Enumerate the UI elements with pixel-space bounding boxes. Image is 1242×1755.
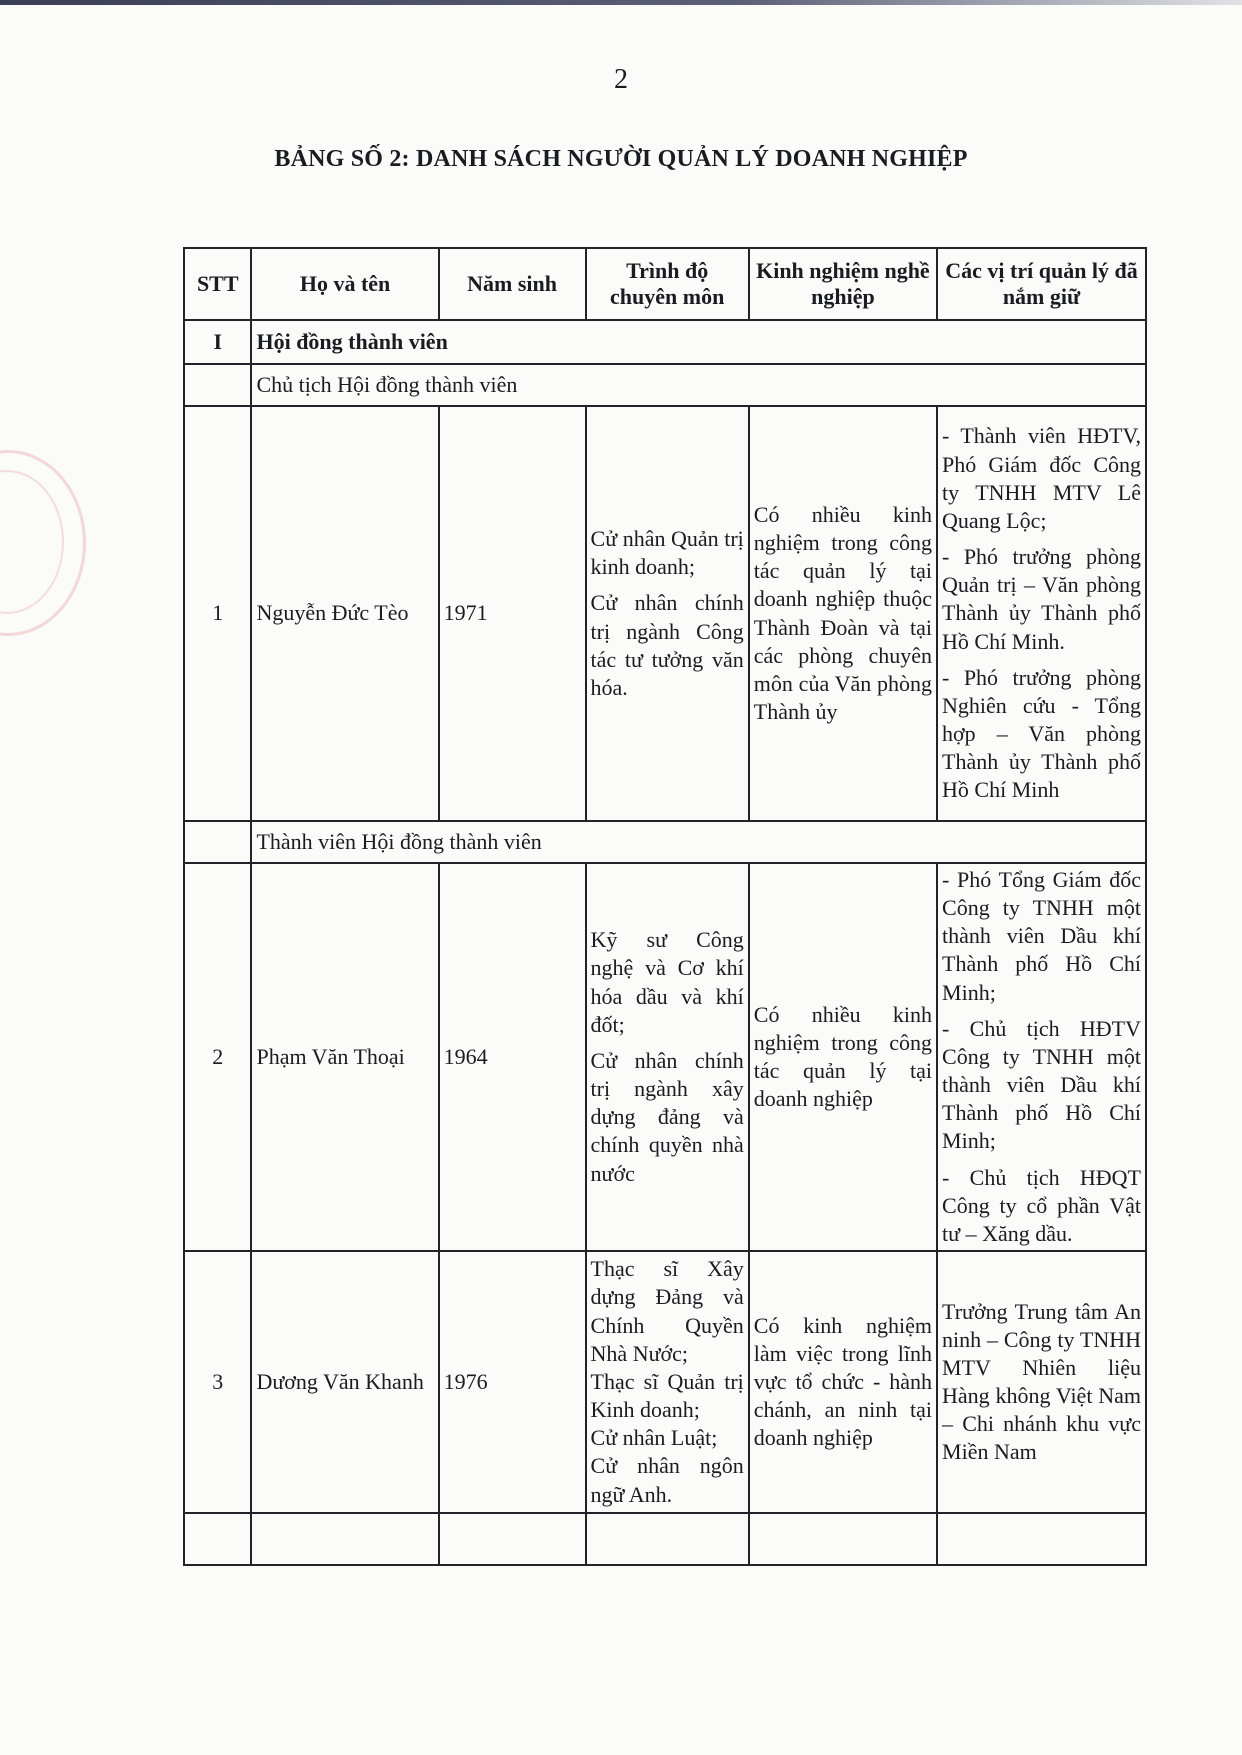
row-positions — [937, 406, 1146, 821]
row-year: 1971 — [439, 406, 586, 821]
row-positions: Trưởng Trung tâm An ninh – Công ty TNHH MTV Nhiên liệu Hàng không Việt Nam – Chi nhánh khu vực Miền Nam — [937, 1251, 1146, 1513]
section-title: Hội đồng thành viên — [251, 320, 1146, 364]
row-year: 1976 — [439, 1251, 586, 1513]
row-stt: 1 — [184, 406, 251, 821]
position-line: - Thành viên HĐTV, Phó Giám đốc Công ty TNHH MTV Lê Quang Lộc; — [942, 423, 1141, 533]
header-qualification: Trình độ chuyên môn — [586, 248, 749, 320]
row-name: Nguyễn Đức Tèo — [251, 406, 438, 821]
position-line: - Phó Tổng Giám đốc Công ty TNHH một thành viên Dầu khí Thành phố Hồ Chí Minh; — [942, 867, 1141, 1005]
header-positions: Các vị trí quản lý đã nắm giữ — [937, 248, 1146, 320]
header-year: Năm sinh — [439, 248, 586, 320]
qualification-line: Cử nhân Quản trị kinh doanh; — [590, 526, 744, 580]
header-experience: Kinh nghiệm nghề nghiệp — [749, 248, 937, 320]
managers-table — [183, 247, 1147, 1566]
row-name: Phạm Văn Thoại — [251, 863, 438, 1251]
section-index: I — [184, 320, 251, 364]
page-number: 2 — [614, 64, 628, 95]
row-experience: Có nhiều kinh nghiệm trong công tác quản lý tại doanh nghiệp — [749, 863, 937, 1251]
position-line: - Chủ tịch HĐTV Công ty TNHH một thành viên Dầu khí Thành phố Hồ Chí Minh; — [942, 1015, 1141, 1154]
group-title-members: Thành viên Hội đồng thành viên — [251, 821, 1146, 863]
qualification-line: Cử nhân chính trị ngành xây dựng đảng và chính quyền nhà nước — [590, 1047, 744, 1186]
row-experience: Có nhiều kinh nghiệm trong công tác quản lý tại doanh nghiệp thuộc Thành Đoàn và tại các phòng chuyên môn của Văn phòng Thành ủy — [749, 406, 937, 821]
table-row — [184, 406, 1146, 821]
header-stt: STT — [184, 248, 251, 320]
qualification-line: Cử nhân Luật; — [590, 1425, 718, 1451]
position-line: - Phó trưởng phòng Quản trị – Văn phòng Thành ủy Thành phố Hồ Chí Minh. — [942, 544, 1141, 654]
row-qualification — [586, 863, 749, 1251]
row-positions — [937, 863, 1146, 1251]
table-row — [184, 1251, 1146, 1513]
group-row-members — [184, 821, 1146, 863]
row-year: 1964 — [439, 863, 586, 1251]
group-title-chairman: Chủ tịch Hội đồng thành viên — [251, 364, 1146, 406]
group-row-chairman — [184, 364, 1146, 406]
table-header-row — [184, 248, 1146, 320]
header-name: Họ và tên — [251, 248, 438, 320]
qualification-line: Thạc sĩ Xây dựng Đảng và Chính Quyền Nhà Nước; — [590, 1256, 744, 1366]
scan-top-edge — [0, 0, 1242, 5]
row-experience: Có kinh nghiệm làm việc trong lĩnh vực tổ chức - hành chánh, an ninh tại doanh nghiệp — [749, 1251, 937, 1513]
table-row — [184, 863, 1146, 1251]
qualification-line: Kỹ sư Công nghệ và Cơ khí hóa dầu và khí đốt; — [590, 927, 744, 1037]
section-row — [184, 320, 1146, 364]
qualification-line: Cử nhân ngôn ngữ Anh. — [590, 1453, 744, 1507]
page-title: BẢNG SỐ 2: DANH SÁCH NGƯỜI QUẢN LÝ DOANH NGHIỆP — [274, 146, 968, 172]
row-name: Dương Văn Khanh — [251, 1251, 438, 1513]
qualification-line: Thạc sĩ Quản trị Kinh doanh; — [590, 1368, 744, 1423]
row-qualification — [586, 406, 749, 821]
qualification-line: Cử nhân chính trị ngành Công tác tư tưởng văn hóa. — [590, 590, 744, 700]
row-stt: 2 — [184, 863, 251, 1251]
position-line: - Chủ tịch HĐQT Công ty cổ phần Vật tư – Xăng dầu. — [942, 1164, 1141, 1246]
row-stt: 3 — [184, 1251, 251, 1513]
position-line: - Phó trưởng phòng Nghiên cứu - Tổng hợp – Văn phòng Thành ủy Thành phố Hồ Chí Minh — [942, 664, 1141, 803]
table-trailing-row — [184, 1513, 1146, 1565]
row-qualification — [586, 1251, 749, 1513]
